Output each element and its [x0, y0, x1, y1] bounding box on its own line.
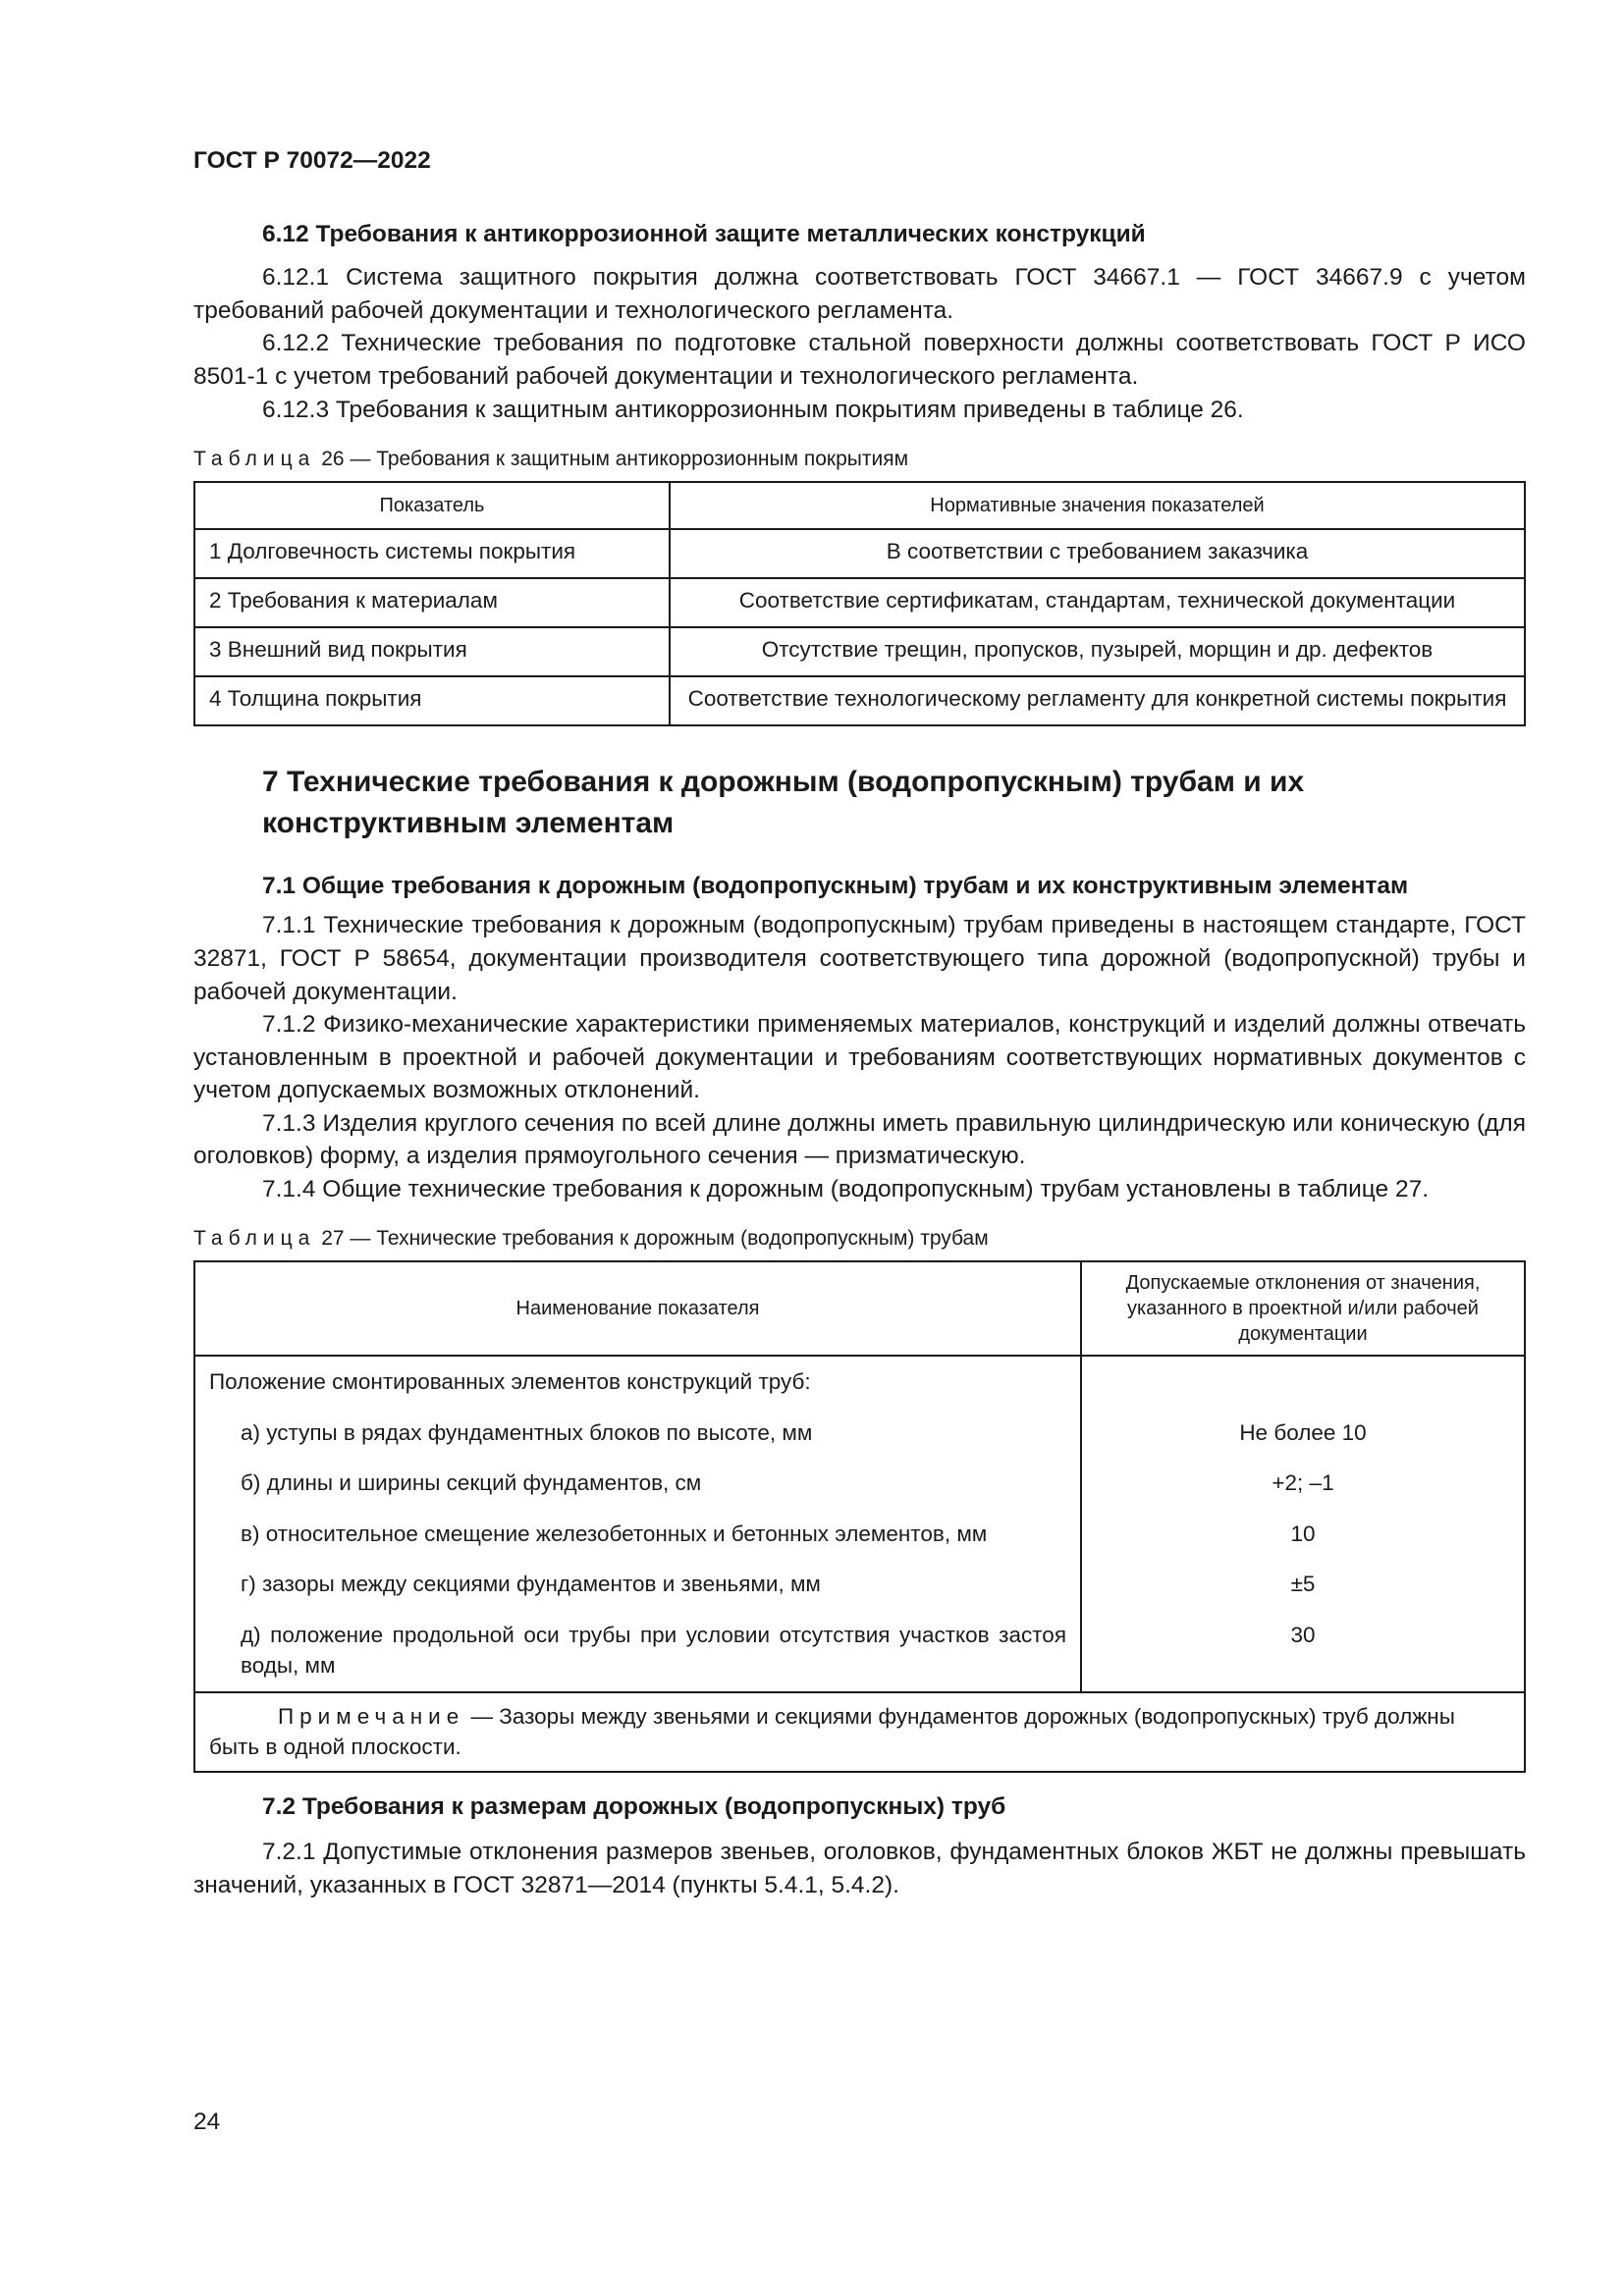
caption-word: Таблица	[193, 448, 316, 471]
table-row	[194, 627, 1525, 676]
paragraph-7-2-1: 7.2.1 Допустимые отклонения размеров звеньев, оголовков, фундаментных блоков ЖБТ не должны превышать значений, указанных в ГОСТ 32871—2014 (пункты 5.4.1, 5.4.2).	[193, 1839, 1526, 1898]
section-7-1-title: 7.1 Общие требования к дорожным (водопропускным) трубам и их конструктивным элементам	[262, 873, 1409, 900]
table-cell: г) зазоры между секциями фундаментов и звеньями, мм	[194, 1559, 1081, 1610]
table-group-label: Положение смонтированных элементов конструкций труб:	[194, 1356, 1081, 1408]
table-note	[194, 1692, 1525, 1772]
caption-word: Таблица	[193, 1227, 316, 1251]
table-note-row	[194, 1692, 1525, 1772]
table-cell: 1 Долговечность системы покрытия	[194, 529, 670, 578]
table-row	[194, 676, 1525, 725]
table-cell: б) длины и ширины секций фундаментов, см	[194, 1458, 1081, 1509]
table-cell: 3 Внешний вид покрытия	[194, 627, 670, 676]
column-header: Наименование показателя	[194, 1261, 1081, 1356]
column-header: Показатель	[194, 482, 670, 529]
document-code: ГОСТ Р 70072—2022	[193, 147, 431, 174]
section-7-title: 7 Технические требования к дорожным (водопропускным) трубам и их конструктивным элементам	[262, 766, 1305, 840]
section-6-12-title: 6.12 Требования к антикоррозионной защите металлических конструкций	[262, 221, 1146, 247]
table-cell: Соответствие технологическому регламенту для конкретной системы покрытия	[670, 676, 1525, 725]
table-cell: ±5	[1081, 1559, 1525, 1610]
table-27	[193, 1260, 1526, 1773]
table-header-row	[194, 482, 1525, 529]
table-cell	[1081, 1356, 1525, 1408]
table-cell: в) относительное смещение железобетонных и бетонных элементов, мм	[194, 1509, 1081, 1560]
paragraph-7-1-3: 7.1.3 Изделия круглого сечения по всей длине должны иметь правильную цилиндрическую или коническую (для оголовков) форму, а изделия прямоугольного сечения — призматическую.	[193, 1109, 1526, 1170]
table-cell: Соответствие сертификатам, стандартам, технической документации	[670, 578, 1525, 627]
table-cell: а) уступы в рядах фундаментных блоков по высоте, мм	[194, 1408, 1081, 1459]
column-header: Нормативные значения показателей	[670, 482, 1525, 529]
table-cell: Отсутствие трещин, пропусков, пузырей, морщин и др. дефектов	[670, 627, 1525, 676]
table-row	[194, 1559, 1525, 1610]
note-word: Примечание	[278, 1703, 465, 1729]
paragraph-7-1-4: 7.1.4 Общие технические требования к дорожным (водопропускным) трубам установлены в таблице 27.	[262, 1175, 1430, 1202]
table-header-row	[194, 1261, 1525, 1356]
table-27-caption	[193, 1227, 1526, 1251]
table-row	[194, 529, 1525, 578]
table-row	[194, 578, 1525, 627]
table-row	[194, 1509, 1525, 1560]
table-row	[194, 1610, 1525, 1692]
table-cell: Не более 10	[1081, 1408, 1525, 1459]
table-cell: В соответствии с требованием заказчика	[670, 529, 1525, 578]
section-7-2-title: 7.2 Требования к размерам дорожных (водопропускных) труб	[262, 1792, 1006, 1820]
table-cell: +2; –1	[1081, 1458, 1525, 1509]
table-26	[193, 481, 1526, 726]
table-cell: 2 Требования к материалам	[194, 578, 670, 627]
paragraph-6-12-1: 6.12.1 Система защитного покрытия должна соответствовать ГОСТ 34667.1 — ГОСТ 34667.9 с учетом требований рабочей документации и технологического регламента.	[193, 264, 1526, 324]
caption-text: 27 — Технические требования к дорожным (водопропускным) трубам	[321, 1227, 989, 1251]
paragraph-7-1-1: 7.1.1 Технические требования к дорожным (водопропускным) трубам приведены в настоящем стандарте, ГОСТ 32871, ГОСТ Р 58654, документации производителя соответствующего типа дорожной (водопропускной) трубы и рабочей документации.	[193, 912, 1526, 1005]
column-header: Допускаемые отклонения от значения, указанного в проектной и/или рабочей документации	[1081, 1261, 1525, 1356]
table-row	[194, 1356, 1525, 1408]
table-row	[194, 1458, 1525, 1509]
note-text: — Зазоры между звеньями и секциями фундаментов дорожных (водопропускных) труб должны быть в одной плоскости.	[209, 1703, 1455, 1760]
table-cell: 4 Толщина покрытия	[194, 676, 670, 725]
table-26-caption	[193, 448, 1526, 471]
paragraph-6-12-2: 6.12.2 Технические требования по подготовке стальной поверхности должны соответствовать ГОСТ Р ИСО 8501-1 с учетом требований рабочей документации и технологического регламента.	[193, 330, 1526, 390]
table-cell: д) положение продольной оси трубы при условии отсутствия участков застоя воды, мм	[194, 1610, 1081, 1692]
table-cell: 30	[1081, 1610, 1525, 1692]
caption-text: 26 — Требования к защитным антикоррозионным покрытиям	[321, 448, 909, 471]
page-number: 24	[193, 2109, 221, 2135]
paragraph-6-12-3: 6.12.3 Требования к защитным антикоррозионным покрытиям приведены в таблице 26.	[262, 396, 1244, 423]
paragraph-7-1-2: 7.1.2 Физико-механические характеристики применяемых материалов, конструкций и изделий должны отвечать установленным в проектной и рабочей документации и требованиям соответствующих нормативных документов с учетом допускаемых возможных отклонений.	[193, 1011, 1526, 1104]
table-cell: 10	[1081, 1509, 1525, 1560]
table-row	[194, 1408, 1525, 1459]
